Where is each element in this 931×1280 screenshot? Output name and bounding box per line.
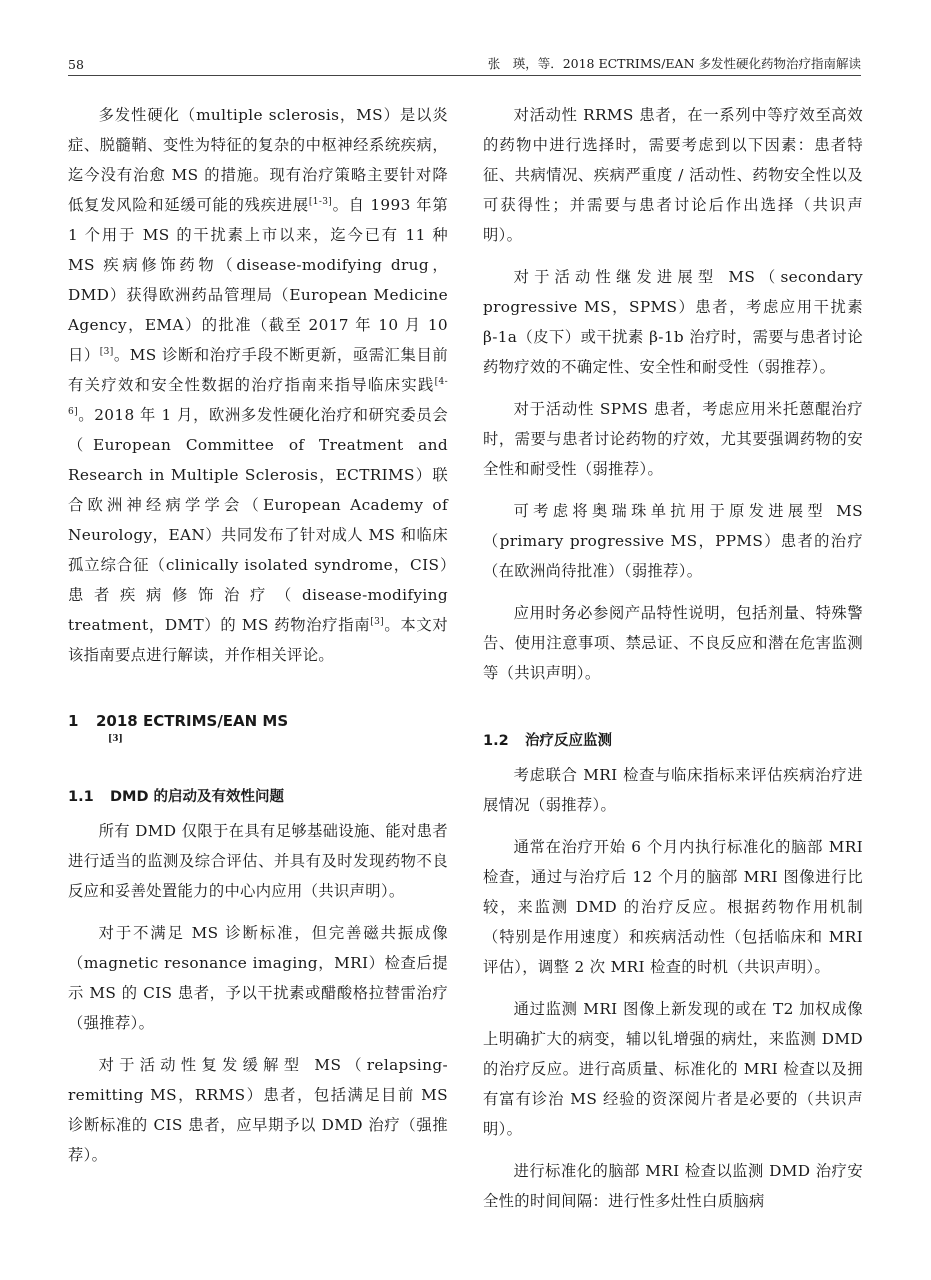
running-header bbox=[68, 50, 861, 76]
citation-ref: [1-3] bbox=[308, 197, 333, 207]
paragraph: 通过监测 MRI 图像上新发现的或在 T2 加权成像上明确扩大的病变，辅以钆增强的病灶，来监测 DMD 的治疗反应。进行高质量、标准化的 MRI 检查以及拥有富有诊治 MS 经验的资深阅片者是必要的（共识声明）。 bbox=[483, 1000, 863, 1138]
section-title: 2018 ECTRIMS/EAN MS bbox=[96, 712, 289, 730]
section-heading-1 bbox=[68, 710, 448, 732]
subsection-heading-1-2 bbox=[483, 730, 863, 752]
paragraph: 可考虑将奥瑞珠单抗用于原发进展型 MS（primary progressive MS，PPMS）患者的治疗（在欧洲尚待批准）（弱推荐）。 bbox=[483, 502, 863, 580]
paragraph: 考虑联合 MRI 检查与临床指标来评估疾病治疗进展情况（弱推荐）。 bbox=[483, 766, 863, 814]
section-number: 1 bbox=[68, 712, 79, 730]
citation-ref: [4-6] bbox=[68, 377, 448, 417]
subsection-title: 治疗反应监测 bbox=[525, 733, 612, 749]
subsection-number: 1.2 bbox=[483, 733, 509, 749]
left-column bbox=[68, 100, 448, 1182]
subsection-title: DMD 的启动及有效性问题 bbox=[110, 789, 285, 805]
intro-text-b: 。自 1993 年第 1 个用于 MS 的干扰素上市以来，迄今已有 11 种 MS 疾病修饰药物（disease-modifying drug，DMD）获得欧洲药品管理局（European Medicine Agency，EMA）的批准（截至 2017 年 10 月 10 日） bbox=[68, 196, 448, 364]
paragraph: 对于活动性复发缓解型 MS（relapsing-remitting MS，RRMS）患者，包括满足目前 MS 诊断标准的 CIS 患者，应早期予以 DMD 治疗（强推荐）。 bbox=[68, 1056, 448, 1164]
citation-ref: [3] bbox=[99, 347, 114, 357]
subsection-heading-1-1 bbox=[68, 786, 448, 808]
paragraph: 通常在治疗开始 6 个月内执行标准化的脑部 MRI 检查，通过与治疗后 12 个月的脑部 MRI 图像进行比较，来监测 DMD 的治疗反应。根据药物作用机制（特别是作用速度）和疾病活动性（包括临床和 MRI 评估），调整 2 次 MRI 检查的时机（共识声明）。 bbox=[483, 838, 863, 976]
paragraph: 对于活动性继发进展型 MS（secondary progressive MS，SPMS）患者，考虑应用干扰素 β-1a（皮下）或干扰素 β-1b 治疗时，需要与患者讨论药物疗效的不确定性、安全性和耐受性（弱推荐）。 bbox=[483, 268, 863, 376]
intro-text-c: 。MS 诊断和治疗手段不断更新，亟需汇集目前有关疗效和安全性数据的治疗指南来指导临床实践 bbox=[68, 346, 448, 394]
right-column bbox=[483, 100, 863, 1228]
intro-paragraph bbox=[68, 100, 448, 670]
section-heading-citation: [3] bbox=[108, 734, 123, 744]
paragraph: 对活动性 RRMS 患者，在一系列中等疗效至高效的药物中进行选择时，需要考虑到以下因素：患者特征、共病情况、疾病严重度 / 活动性、药物安全性以及可获得性；并需要与患者讨论后作出选择（共识声明）。 bbox=[483, 106, 863, 244]
page-number: 58 bbox=[68, 57, 84, 72]
intro-text-e: 。本文对该指南要点进行解读，并作相关评论。 bbox=[68, 616, 448, 664]
paragraph: 对于不满足 MS 诊断标准，但完善磁共振成像（magnetic resonance imaging，MRI）检查后提示 MS 的 CIS 患者，予以干扰素或醋酸格拉替雷治疗（强推荐）。 bbox=[68, 924, 448, 1032]
paragraph: 所有 DMD 仅限于在具有足够基础设施、能对患者进行适当的监测及综合评估、并具有及时发现药物不良反应和妥善处置能力的中心内应用（共识声明）。 bbox=[68, 822, 448, 900]
paragraph: 对于活动性 SPMS 患者，考虑应用米托蒽醌治疗时，需要与患者讨论药物的疗效，尤其要强调药物的安全性和耐受性（弱推荐）。 bbox=[483, 400, 863, 478]
running-title: 张 瑛，等．2018 ECTRIMS/EAN 多发性硬化药物治疗指南解读 bbox=[487, 56, 861, 71]
paragraph: 应用时务必参阅产品特性说明，包括剂量、特殊警告、使用注意事项、禁忌证、不良反应和潜在危害监测等（共识声明）。 bbox=[483, 604, 863, 682]
paragraph: 进行标准化的脑部 MRI 检查以监测 DMD 治疗安全性的时间间隔：进行性多灶性白质脑病 bbox=[483, 1162, 863, 1210]
citation-ref: [3] bbox=[370, 617, 385, 627]
subsection-number: 1.1 bbox=[68, 789, 94, 805]
intro-text-a: 多发性硬化（multiple sclerosis，MS）是以炎症、脱髓鞘、变性为特征的复杂的中枢神经系统疾病，迄今没有治愈 MS 的措施。现有治疗策略主要针对降低复发风险和延缓可能的残疾进展 bbox=[68, 106, 448, 214]
intro-text-d: 。2018 年 1 月，欧洲多发性硬化治疗和研究委员会（European Committee of Treatment and Research in Multiple Sclerosis，ECTRIMS）联合欧洲神经病学学会（European Academy of Neurology，EAN）共同发布了针对成人 MS 和临床孤立综合征（clinically isolated syndrome，CIS）患者疾病修饰治疗（disease-modifying treatment，DMT）的 MS 药物治疗指南 bbox=[68, 406, 448, 634]
